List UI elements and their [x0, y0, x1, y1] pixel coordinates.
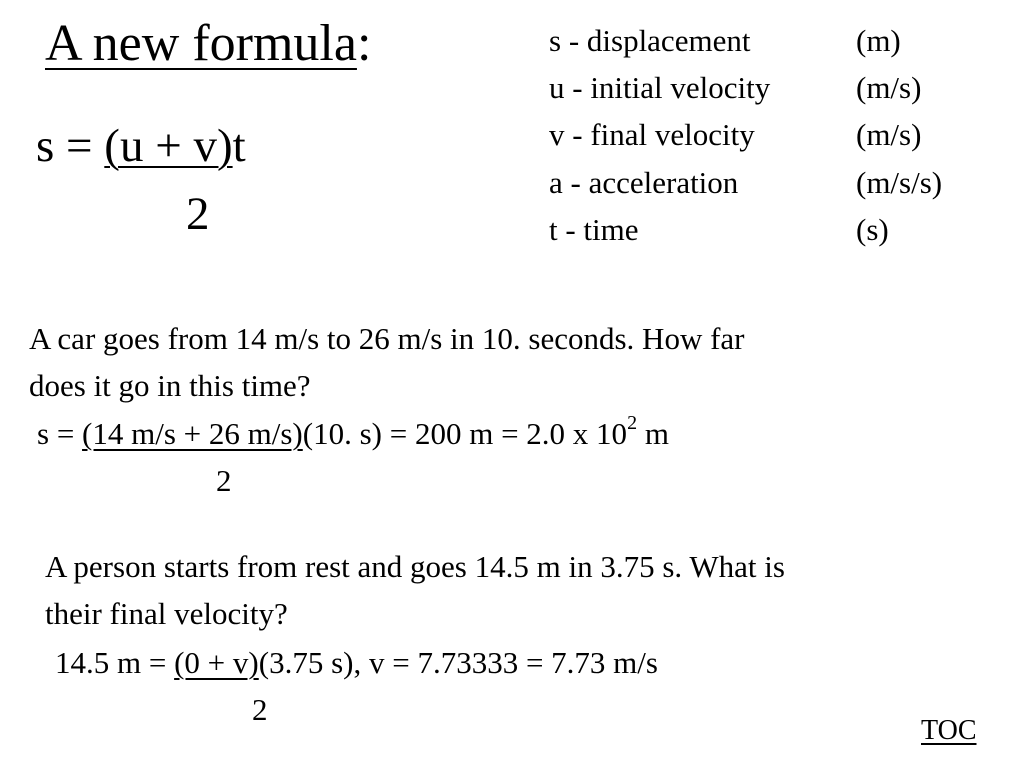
- page-title-colon: :: [356, 15, 372, 72]
- legend-item-v-name: v - final velocity: [549, 117, 755, 152]
- problem-2-work-numerator: (0 + v): [174, 645, 259, 680]
- legend-item-u-unit: (m/s): [856, 70, 922, 105]
- problem-2-work: [55, 645, 658, 681]
- page-title: [45, 12, 371, 76]
- legend-item-u-name: u - initial velocity: [549, 70, 771, 105]
- formula-numerator: (u + v): [104, 120, 233, 172]
- problem-2-work-lhs: 14.5 m =: [55, 645, 175, 680]
- toc-link[interactable]: TOC: [921, 715, 977, 746]
- formula-lhs: s =: [36, 120, 105, 172]
- problem-1-work-unit: m: [637, 416, 669, 451]
- legend-item-s-unit: (m): [856, 23, 901, 58]
- formula-suffix: t: [232, 120, 246, 172]
- problem-1-line-2: does it go in this time?: [29, 368, 311, 403]
- problem-1-work-exponent: 2: [627, 411, 638, 434]
- problem-1-work: [37, 411, 669, 452]
- legend-item-v-unit: (m/s): [856, 117, 922, 152]
- legend-item-s-name: s - displacement: [549, 23, 751, 58]
- problem-2-denominator: 2: [252, 692, 268, 727]
- problem-2-line-1: A person starts from rest and goes 14.5 m in 3.75 s. What is: [45, 549, 785, 584]
- problem-2-work-rest: (3.75 s), v = 7.73333 = 7.73 m/s: [258, 645, 658, 680]
- legend-item-a-unit: (m/s/s): [856, 165, 943, 200]
- problem-1-denominator: 2: [216, 463, 232, 498]
- formula-denominator: 2: [186, 188, 210, 240]
- legend-item-t-name: t - time: [549, 212, 639, 247]
- legend-item-t-unit: (s): [856, 212, 889, 247]
- problem-1-work-lhs: s =: [37, 416, 83, 451]
- problem-1-work-numerator: (14 m/s + 26 m/s): [82, 416, 303, 451]
- problem-1-work-rest: (10. s) = 200 m = 2.0 x 10: [302, 416, 628, 451]
- formula: [36, 118, 246, 174]
- page-title-text: A new formula: [45, 15, 357, 72]
- legend-item-a-name: a - acceleration: [549, 165, 739, 200]
- problem-1-line-1: A car goes from 14 m/s to 26 m/s in 10. seconds. How far: [29, 321, 745, 356]
- problem-2-line-2: their final velocity?: [45, 596, 288, 631]
